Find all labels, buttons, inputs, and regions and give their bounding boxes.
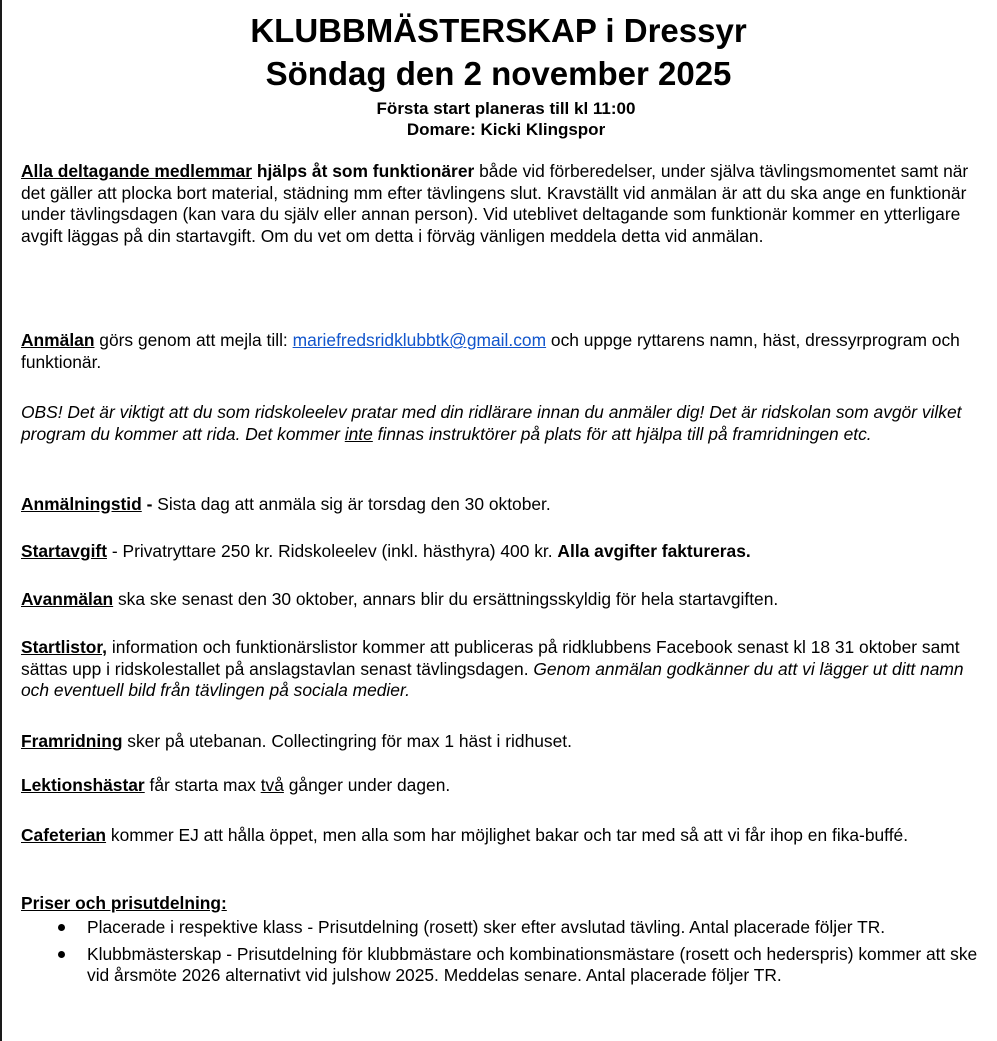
cancellation-heading: Avanmälan <box>21 589 114 609</box>
registration-heading: Anmälan <box>21 330 95 350</box>
startlists-heading: Startlistor, <box>21 637 108 657</box>
list-item <box>21 944 993 987</box>
cancellation-text: ska ske senast den 30 oktober, annars blir du ersättningsskyldig för hela startavgiften. <box>113 589 779 609</box>
deadline-text: Sista dag att anmäla sig är torsdag den 30 oktober. <box>152 494 551 514</box>
page-left-border <box>0 0 2 1041</box>
fee-heading: Startavgift <box>21 541 108 561</box>
prize-item-text: Placerade i respektive klass - Prisutdelning (rosett) sker efter avslutad tävling. Antal placerade följer TR. <box>87 917 886 937</box>
bullet-icon <box>58 951 65 958</box>
prize-item-text: Klubbmästerskap - Prisutdelning för klubbmästare och kombinationsmästare (rosett och hederspris) kommer att ske vid årsmöte 2026 alternativt vid julshow 2025. Meddelas senare. Antal placerade följer TR. <box>87 943 978 985</box>
lesson-horses-heading: Lektionshästar <box>21 775 145 795</box>
warmup-paragraph <box>21 731 993 753</box>
document-title: KLUBBMÄSTERSKAP i Dressyr <box>250 12 747 49</box>
officials-paragraph <box>21 161 993 247</box>
obs-underlined: inte <box>344 423 373 444</box>
registration-text-before: görs genom att mejla till: <box>94 330 293 350</box>
lesson-horses-paragraph <box>21 775 993 797</box>
lesson-horses-text-after: gånger under dagen. <box>283 775 451 795</box>
obs-text-after: finnas instruktörer på plats för att hjälpa till på framridningen etc. <box>372 423 872 444</box>
document-date: Söndag den 2 november 2025 <box>265 55 732 92</box>
deadline-heading: Anmälningstid <box>21 494 142 514</box>
deadline-paragraph <box>21 494 993 516</box>
bullet-icon <box>58 924 65 931</box>
registration-email-link[interactable]: mariefredsridklubbtk@gmail.com <box>292 330 547 350</box>
fee-text: - Privatryttare 250 kr. Ridskoleelev (inkl. hästhyra) 400 kr. <box>107 541 558 561</box>
obs-text-before: OBS! Det är viktigt att du som ridskoleelev pratar med din ridlärare innan du anmäler dig! Det är ridskolan som avgör vilket program du kommer att rida. Det kommer <box>21 402 962 444</box>
registration-paragraph <box>21 330 993 373</box>
cafe-paragraph <box>21 825 993 847</box>
fee-bold: Alla avgifter faktureras. <box>557 541 751 561</box>
first-start-time: Första start planeras till kl 11:00 <box>376 99 636 118</box>
startlists-paragraph <box>21 637 993 702</box>
prizes-list <box>21 917 993 992</box>
prizes-heading-line <box>21 893 993 915</box>
warmup-heading: Framridning <box>21 731 123 751</box>
deadline-dash: - <box>141 494 153 514</box>
prizes-heading: Priser och prisutdelning: <box>21 893 227 913</box>
cafe-text: kommer EJ att hålla öppet, men alla som har möjlighet bakar och tar med så att vi får ihop en fika-buffé. <box>106 825 909 845</box>
lesson-horses-text-before: får starta max <box>144 775 261 795</box>
startlists-italic: Genom anmälan godkänner du att vi lägger ut ditt namn och eventuell bild från tävlingen på sociala medier. <box>21 658 964 700</box>
officials-heading: Alla deltagande medlemmar <box>21 161 252 181</box>
cafe-heading: Cafeterian <box>21 825 107 845</box>
obs-paragraph <box>21 402 993 445</box>
warmup-text: sker på utebanan. Collectingring för max 1 häst i ridhuset. <box>122 731 572 751</box>
officials-bold: hjälps åt som funktionärer <box>252 161 475 181</box>
startlists-text: information och funktionärslistor kommer att publiceras på ridklubbens Facebook senast kl 18 31 oktober samt sättas upp i ridskolestallet på anslagstavlan senast tävlingsdagen. <box>21 637 960 679</box>
fee-paragraph <box>21 541 993 563</box>
officials-text: både vid förberedelser, under själva tävlingsmomentet samt när det gäller att plocka bort material, städning mm efter tävlingens slut. Kravställt vid anmälan är att du ska ange en funktionär under tävlingsdagen (kan vara du själv eller annan person). Vid uteblivet deltagande som funktionär kommer en ytterligare avgift läggas på din startavgift. Om du vet om detta i förväg vänligen meddela detta vid anmälan. <box>21 161 969 246</box>
list-item <box>21 917 993 939</box>
lesson-horses-underlined: två <box>260 775 284 795</box>
cancellation-paragraph <box>21 589 993 611</box>
registration-text-after: och uppge ryttarens namn, häst, dressyrprogram och funktionär. <box>21 330 960 372</box>
judge-name: Domare: Kicki Klingspor <box>406 120 606 139</box>
